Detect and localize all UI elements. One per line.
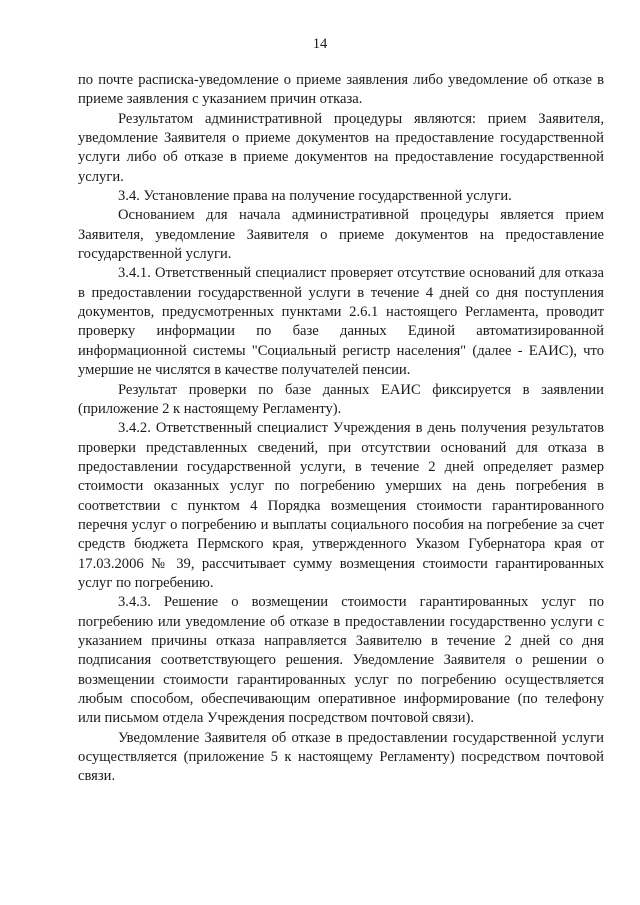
section-heading-3-4: 3.4. Установление права на получение государственной услуги. [118, 188, 512, 205]
paragraph-3-4-1: 3.4.1. Ответственный специалист проверяет отсутствие оснований для отказа в предоставлении государственной услуги в течение 4 дней со дня поступления документов, предусмотренных пунктами 2.6.1 настоящего Регламента, проводит проверку информации по базе данных Единой автоматизированной информационной системы "Социальный регистр населения" (далее - ЕАИС), что умершие не числятся в качестве получателей пенсии. [78, 265, 604, 379]
paragraph-check-result: Результат проверки по базе данных ЕАИС фиксируется в заявлении (приложение 2 к настоящему Регламенту). [78, 381, 604, 417]
paragraph-procedure-basis: Основанием для начала административной процедуры является прием Заявителя, уведомление Заявителя о приеме документов на предоставление государственной услуги. [78, 207, 604, 263]
paragraph-3-4-2: 3.4.2. Ответственный специалист Учреждения в день получения результатов проверки представленных сведений, при отсутствии оснований для отказа в предоставлении государственной услуги, в течение 2 дней определяет размер стоимости оказанных услуг по погребению умерших на день погребения в соответствии с пунктом 4 Порядка возмещения стоимости гарантированного перечня услуг о погребению и выплаты социального пособия на погребение за счет средств бюджета Пермского края, утвержденного Указом Губернатора края от 17.03.2006 № 39, рассчитывает сумму возмещения стоимости гарантированных услуг по погребению. [78, 420, 604, 591]
page-number: 14 [312, 36, 328, 52]
paragraph-refusal-notice: Уведомление Заявителя об отказе в предоставлении государственной услуги осуществляется (приложение 5 к настоящему Регламенту) посредством почтовой связи. [78, 729, 604, 785]
paragraph-3-4-3: 3.4.3. Решение о возмещении стоимости гарантированных услуг по погребению или уведомление об отказе в предоставлении государственно услуги с указанием причины отказа направляется Заявителю в течение 2 дней со дня подписания соответствующего решения. Уведомление Заявителя о решении о возмещении стоимости гарантированных услуг по погребению осуществляется любым способом, обеспечивающим оперативное информирование (по телефону или письмом отдела Учреждения посредством почтовой связи). [78, 594, 604, 727]
paragraph-procedure-result: Результатом административной процедуры являются: прием Заявителя, уведомление Заявителя о приеме документов на предоставление государственной услуги либо об отказе в приеме документов на предоставление государственной услуги. [78, 110, 604, 185]
paragraph-continuation: по почте расписка-уведомление о приеме заявления либо уведомление об отказе в приеме заявления с указанием причин отказа. [78, 72, 604, 108]
document-body [78, 71, 604, 787]
